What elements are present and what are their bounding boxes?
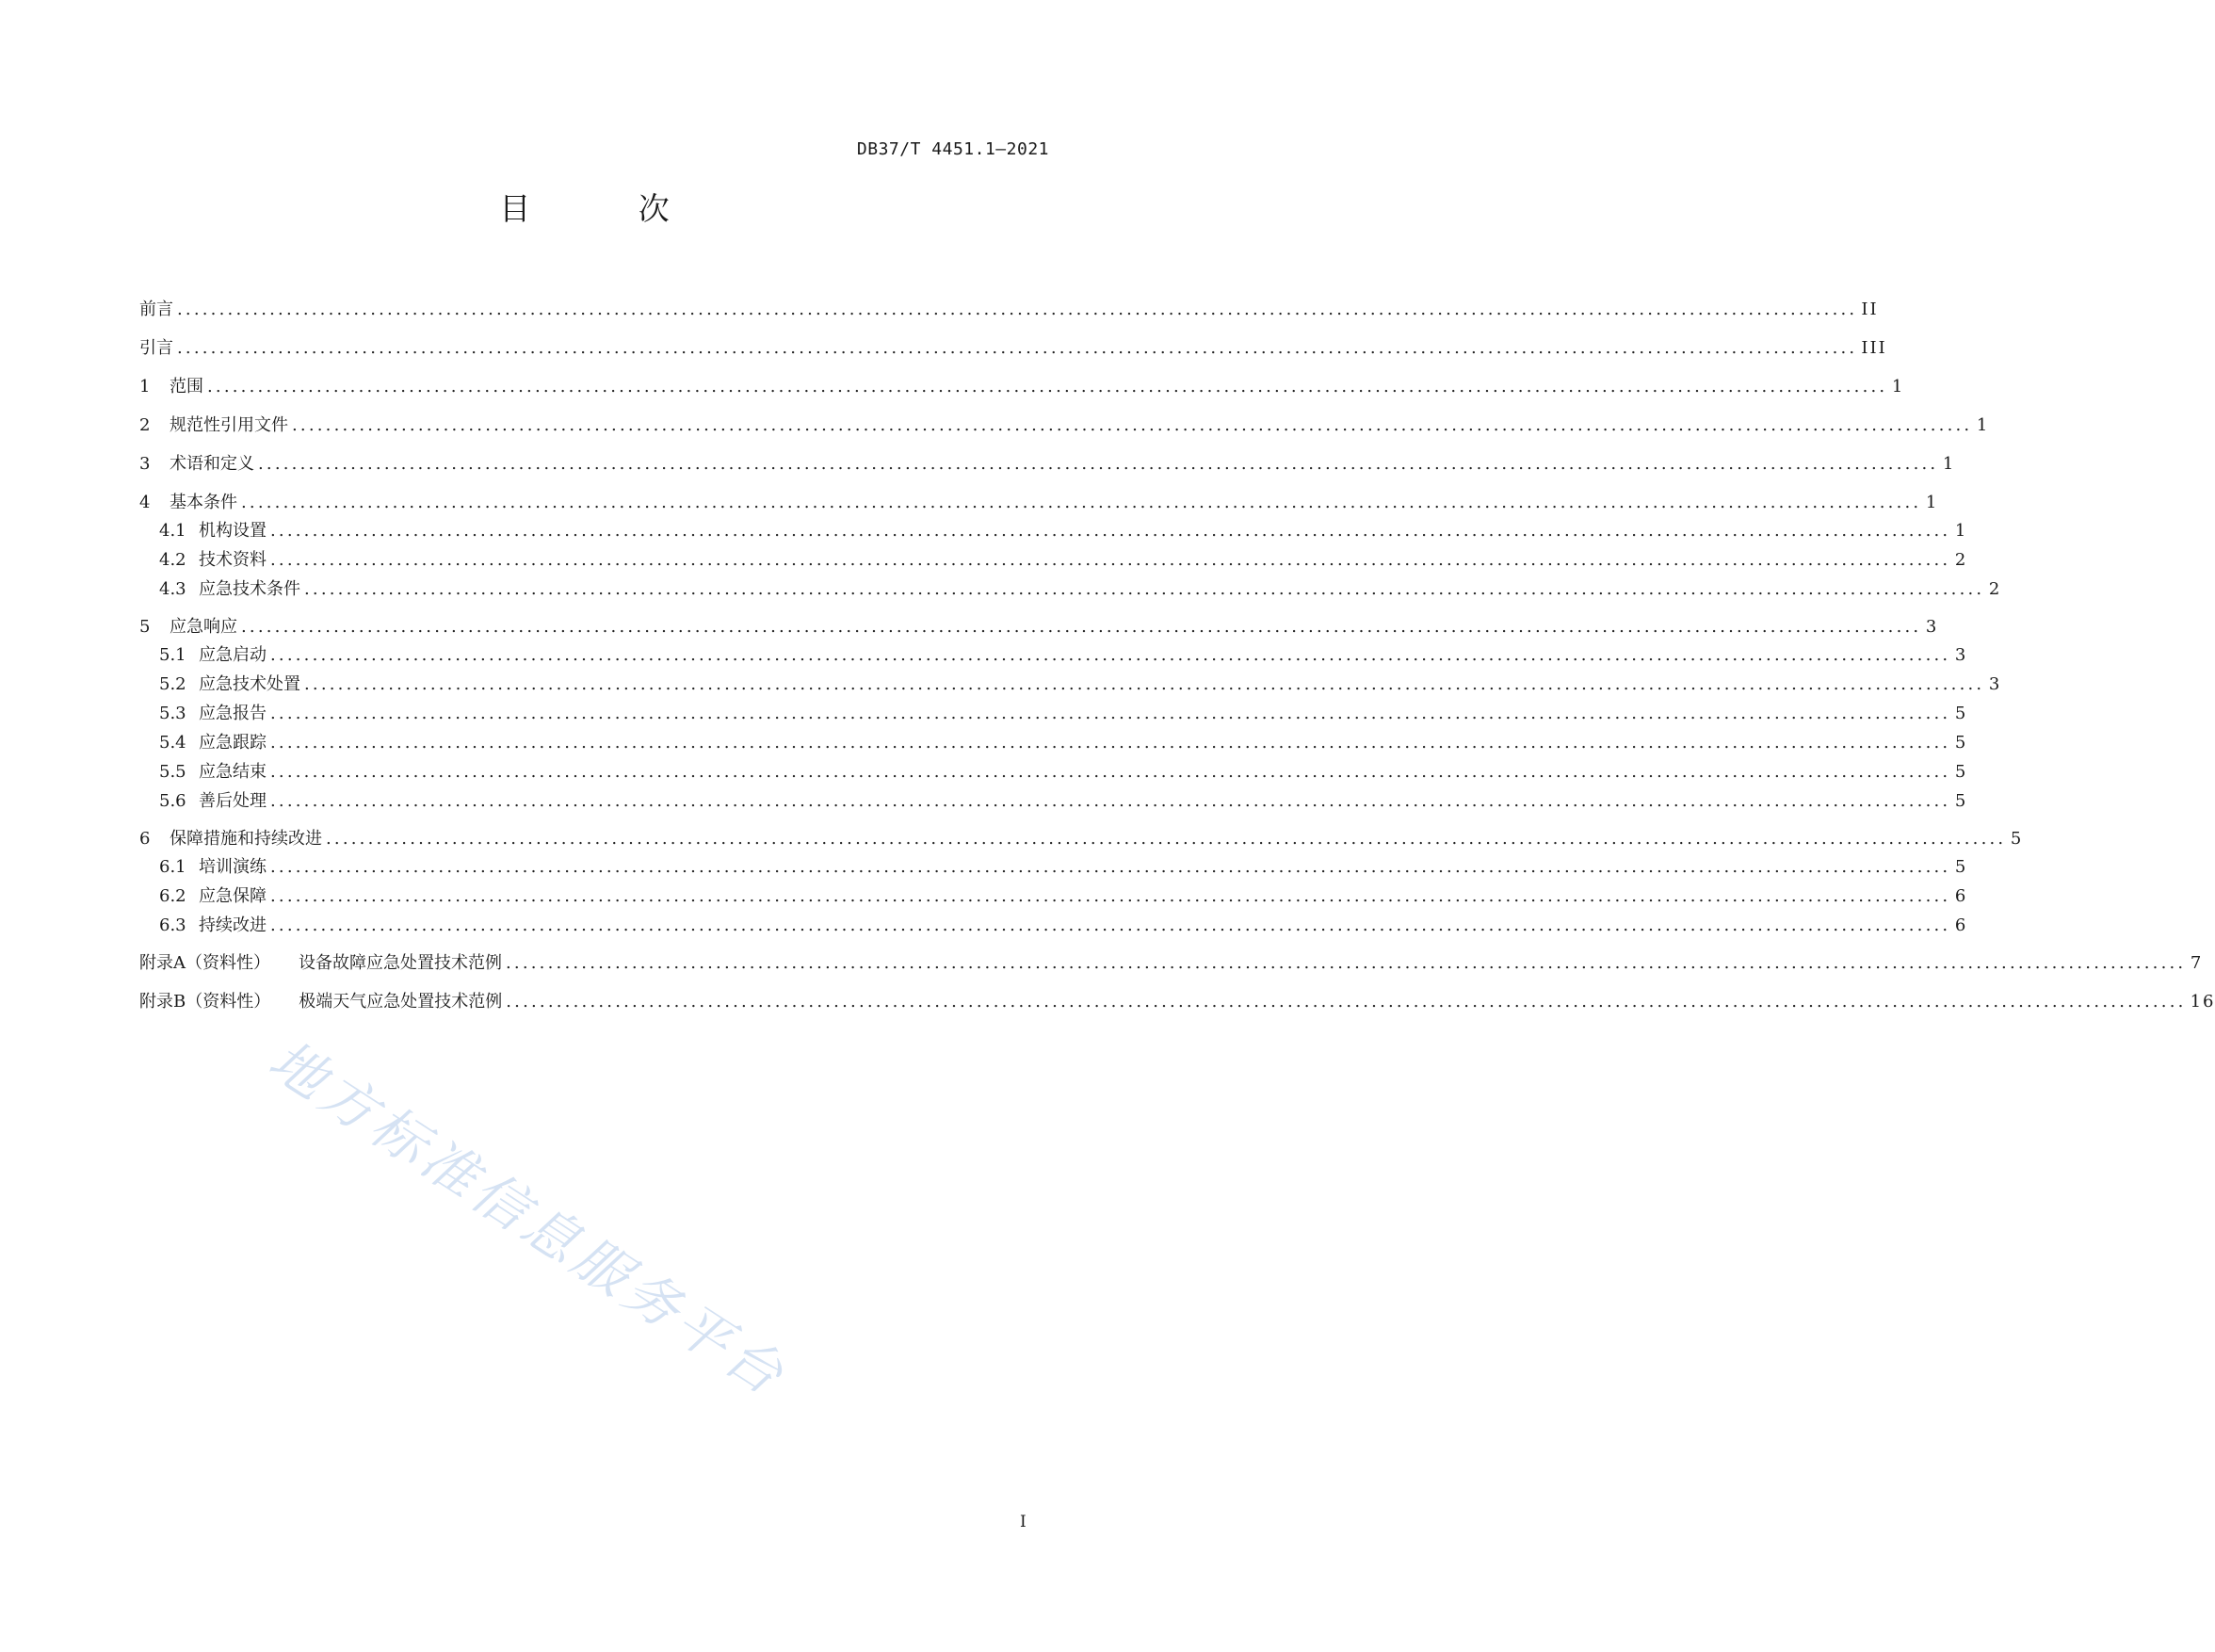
toc-entry-page: 1	[1954, 521, 1968, 541]
page-title: 目 次	[499, 190, 719, 227]
dot-leader: ........................................................................................................................................................................................................	[241, 617, 1922, 637]
toc-subentry[interactable]	[139, 786, 1968, 816]
dot-leader: ........................................................................................................................................................................................................	[270, 762, 1951, 782]
dot-leader: ........................................................................................................................................................................................................	[207, 377, 1888, 397]
toc-entry-label: 应急技术条件	[199, 579, 300, 599]
toc-entry-number: 5.3	[159, 704, 186, 723]
dot-leader: ........................................................................................................................................................................................................	[506, 953, 2187, 973]
toc-subentry[interactable]	[139, 757, 1968, 786]
dot-leader: ........................................................................................................................................................................................................	[241, 493, 1922, 512]
page-number: I	[1020, 1513, 1027, 1531]
toc-entry-number: 5.4	[159, 733, 186, 753]
toc-entry-label: 应急技术处置	[199, 674, 300, 694]
toc-entry-label: 善后处理	[199, 791, 267, 811]
toc-entry-page: 5	[1954, 791, 1968, 811]
toc-subentry[interactable]	[139, 516, 1968, 545]
toc-entry-number: 4.3	[159, 579, 186, 599]
toc-entry-label: 技术资料	[199, 550, 267, 570]
toc-entry-number: 5.2	[159, 674, 186, 694]
toc-entry-number: 6.3	[159, 915, 186, 935]
table-of-contents	[139, 290, 2215, 1021]
toc-subentry[interactable]	[139, 575, 2002, 604]
toc-entry-label: 应急报告	[199, 704, 267, 723]
toc-subentry[interactable]	[139, 640, 1968, 670]
toc-entry-label: 持续改进	[199, 915, 267, 935]
toc-entry-page: 7	[2190, 953, 2204, 973]
toc-subentry[interactable]	[139, 728, 1968, 757]
toc-entry[interactable]	[139, 367, 1905, 406]
toc-entry-label: 规范性引用文件	[170, 415, 288, 435]
dot-leader: ........................................................................................................................................................................................................	[304, 579, 1985, 599]
toc-entry-label: 术语和定义	[170, 454, 254, 474]
dot-leader: ........................................................................................................................................................................................................	[177, 338, 1858, 358]
toc-entry-number: 4.1	[159, 521, 186, 541]
toc-entry-page: 1	[1976, 415, 1990, 435]
toc-entry-number: 6	[139, 829, 151, 849]
toc-entry-label: 应急结束	[199, 762, 267, 782]
toc-entry-number: 5.6	[159, 791, 186, 811]
toc-subentry[interactable]	[139, 852, 1968, 882]
dot-leader: ........................................................................................................................................................................................................	[292, 415, 1973, 435]
toc-entry[interactable]	[139, 982, 2215, 1021]
dot-leader: ........................................................................................................................................................................................................	[258, 454, 1939, 474]
toc-entry-number: 3	[139, 454, 151, 474]
toc-entry-page: 6	[1954, 915, 1968, 935]
toc-entry[interactable]	[139, 445, 1956, 483]
dot-leader: ........................................................................................................................................................................................................	[270, 915, 1951, 935]
toc-entry-label: 机构设置	[199, 521, 267, 541]
document-code: DB37/T 4451.1—2021	[856, 139, 1049, 159]
toc-entry-page: 5	[1954, 733, 1968, 753]
toc-entry-number: 6.2	[159, 886, 186, 906]
toc-entry-label: 范围	[170, 377, 203, 397]
dot-leader: ........................................................................................................................................................................................................	[177, 300, 1858, 319]
toc-entry-label: 应急跟踪	[199, 733, 267, 753]
toc-entry[interactable]	[139, 329, 1887, 367]
toc-subentry[interactable]	[139, 545, 1968, 575]
dot-leader: ........................................................................................................................................................................................................	[270, 521, 1951, 541]
toc-entry-label: 应急响应	[170, 617, 237, 637]
toc-entry-label: 设备故障应急处置技术范例	[299, 953, 502, 973]
toc-entry-label: 保障措施和持续改进	[170, 829, 322, 849]
toc-entry-label: 基本条件	[170, 493, 237, 512]
toc-subentry[interactable]	[139, 670, 2002, 699]
toc-entry[interactable]	[139, 290, 1879, 329]
toc-entry-number: 4	[139, 493, 151, 512]
dot-leader: ........................................................................................................................................................................................................	[270, 550, 1951, 570]
toc-entry-label: 极端天气应急处置技术范例	[299, 992, 503, 1012]
toc-entry-number: 6.1	[159, 857, 186, 877]
toc-entry-page: 1	[1942, 454, 1956, 474]
toc-entry-number: 5	[139, 617, 151, 637]
toc-entry-page: 16	[2190, 992, 2215, 1012]
toc-entry-number: 附录B（资料性）	[139, 992, 271, 1012]
toc-entry-page: 2	[1988, 579, 2002, 599]
watermark: 地方标准信息服务平台	[257, 1027, 799, 1410]
toc-entry[interactable]	[139, 944, 2204, 982]
dot-leader: ........................................................................................................................................................................................................	[326, 829, 2007, 849]
toc-entry-page: 5	[2010, 829, 2024, 849]
toc-entry-number: 附录A（资料性）	[139, 953, 270, 973]
toc-subentry[interactable]	[139, 882, 1968, 911]
toc-entry-page: 5	[1954, 857, 1968, 877]
toc-entry-page: 3	[1954, 645, 1968, 665]
toc-entry-label: 前言	[139, 300, 173, 319]
toc-entry-page: 5	[1954, 762, 1968, 782]
toc-entry-page: III	[1861, 338, 1887, 358]
toc-entry-page: 5	[1954, 704, 1968, 723]
toc-entry-page: 1	[1891, 377, 1905, 397]
dot-leader: ........................................................................................................................................................................................................	[270, 645, 1951, 665]
toc-entry-number: 5.5	[159, 762, 186, 782]
toc-subentry[interactable]	[139, 911, 1968, 940]
toc-entry-number: 5.1	[159, 645, 186, 665]
toc-entry-page: II	[1861, 300, 1879, 319]
toc-entry-label: 引言	[139, 338, 173, 358]
toc-entry-page: 3	[1988, 674, 2002, 694]
toc-entry-page: 1	[1925, 493, 1939, 512]
toc-entry-number: 2	[139, 415, 151, 435]
toc-entry-page: 3	[1925, 617, 1939, 637]
dot-leader: ........................................................................................................................................................................................................	[304, 674, 1985, 694]
dot-leader: ........................................................................................................................................................................................................	[270, 886, 1951, 906]
toc-entry[interactable]	[139, 406, 1990, 445]
toc-entry-page: 6	[1954, 886, 1968, 906]
dot-leader: ........................................................................................................................................................................................................	[270, 857, 1951, 877]
dot-leader: ........................................................................................................................................................................................................	[270, 791, 1951, 811]
toc-subentry[interactable]	[139, 699, 1968, 728]
toc-entry-page: 2	[1954, 550, 1968, 570]
dot-leader: ........................................................................................................................................................................................................	[506, 992, 2187, 1012]
toc-entry-label: 培训演练	[199, 857, 267, 877]
toc-entry-label: 应急启动	[199, 645, 267, 665]
dot-leader: ........................................................................................................................................................................................................	[270, 733, 1951, 753]
toc-entry-number: 4.2	[159, 550, 186, 570]
toc-entry-number: 1	[139, 377, 151, 397]
dot-leader: ........................................................................................................................................................................................................	[270, 704, 1951, 723]
toc-entry-label: 应急保障	[199, 886, 267, 906]
